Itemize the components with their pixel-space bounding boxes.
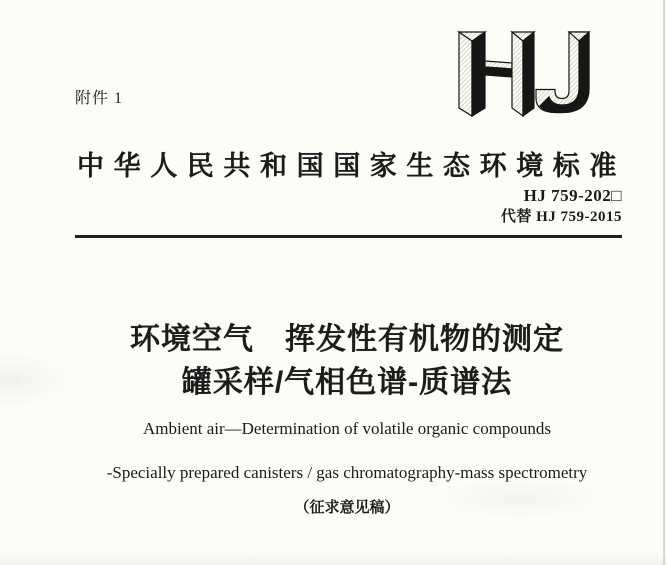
hj-logo-glyphs bbox=[459, 32, 589, 116]
title-cn-line2: 罐采样/气相色谱-质谱法 bbox=[181, 366, 513, 399]
scan-artifact-line bbox=[663, 0, 665, 565]
replaces-note: 代替 HJ 759-2015 bbox=[500, 209, 622, 226]
hj-logo bbox=[440, 28, 610, 124]
standard-number: HJ 759-202□ bbox=[523, 186, 622, 205]
header-divider bbox=[75, 235, 622, 238]
standard-number-block bbox=[501, 186, 622, 226]
standard-category-title: 中华人民共和国国家生态环境标准 bbox=[77, 151, 626, 181]
attachment-label: 附件 1 bbox=[75, 90, 124, 107]
draft-note: （征求意见稿） bbox=[294, 499, 400, 516]
title-en-line1: Ambient air—Determination of volatile organic compounds bbox=[142, 419, 552, 438]
title-en-line2: -Specially prepared canisters / gas chromatography-mass spectrometry bbox=[106, 463, 588, 482]
title-cn-line1: 环境空气 挥发性有机物的测定 bbox=[130, 323, 564, 356]
